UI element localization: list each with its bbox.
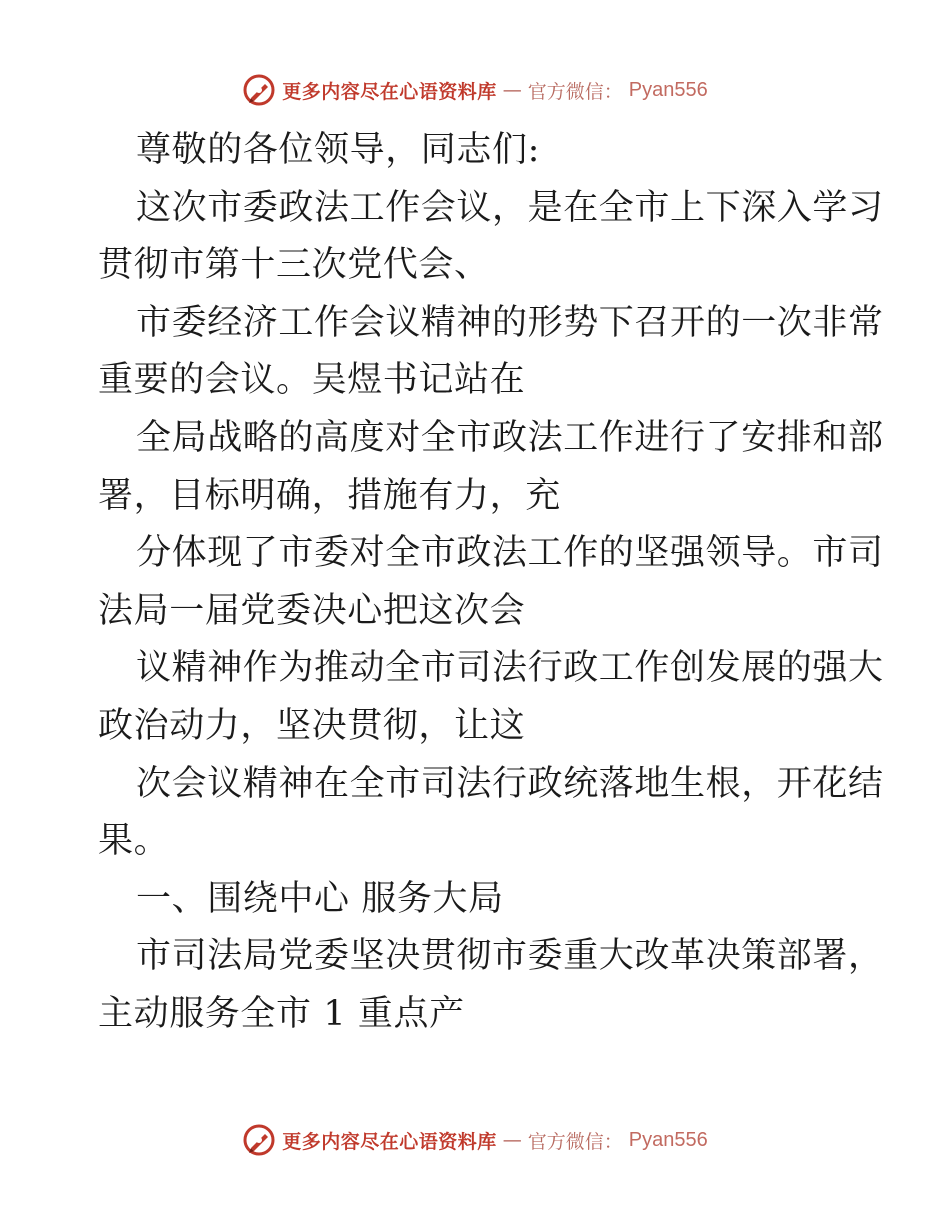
text-line: 主动服务全市 1 重点产 [98,993,465,1034]
text-line: 全局战略的高度对全市政法工作进行了安排和部 [136,417,884,458]
wechat-id: Pyan556 [628,1128,708,1151]
footer-watermark-banner [0,1120,950,1160]
wechat-label: 官方微信： [527,80,623,103]
text-line: 贯彻市第十三次党代会、 [98,245,490,286]
salutation: 尊敬的各位领导，同志们: [136,130,540,170]
wechat-label: 官方微信： [527,1130,623,1153]
header-watermark-banner [0,70,950,110]
banner-separator: — [502,79,522,101]
text-line: 这次市委政法工作会议，是在全市上下深入学习 [136,187,884,228]
document-body [98,122,884,1044]
pen-logo-icon [242,1123,276,1157]
section-heading: 一、围绕中心 服务大局 [136,878,504,919]
pen-logo-icon [242,73,276,107]
text-line: 分体现了市委对全市政法工作的坚强领导。市司 [136,533,884,574]
promo-text: 更多内容尽在心语资料库 [282,1130,497,1153]
text-line: 政治动力，坚决贯彻，让这 [98,705,526,746]
text-line: 法局一届党委决心把这次会 [98,590,526,631]
banner-separator: — [502,1129,522,1151]
text-line: 重要的会议。吴煜书记站在 [98,360,526,401]
text-line: 市司法局党委坚决贯彻市委重大改革决策部署， [136,936,884,977]
promo-text: 更多内容尽在心语资料库 [282,80,497,103]
text-line: 议精神作为推动全市司法行政工作创发展的强大 [136,648,884,689]
text-line: 署，目标明确，措施有力，充 [98,475,561,516]
text-line: 次会议精神在全市司法行政统落地生根，开花结 [136,763,884,804]
wechat-id: Pyan556 [628,78,708,101]
text-line: 果。 [98,821,170,862]
text-line: 市委经济工作会议精神的形势下召开的一次非常 [136,302,884,343]
